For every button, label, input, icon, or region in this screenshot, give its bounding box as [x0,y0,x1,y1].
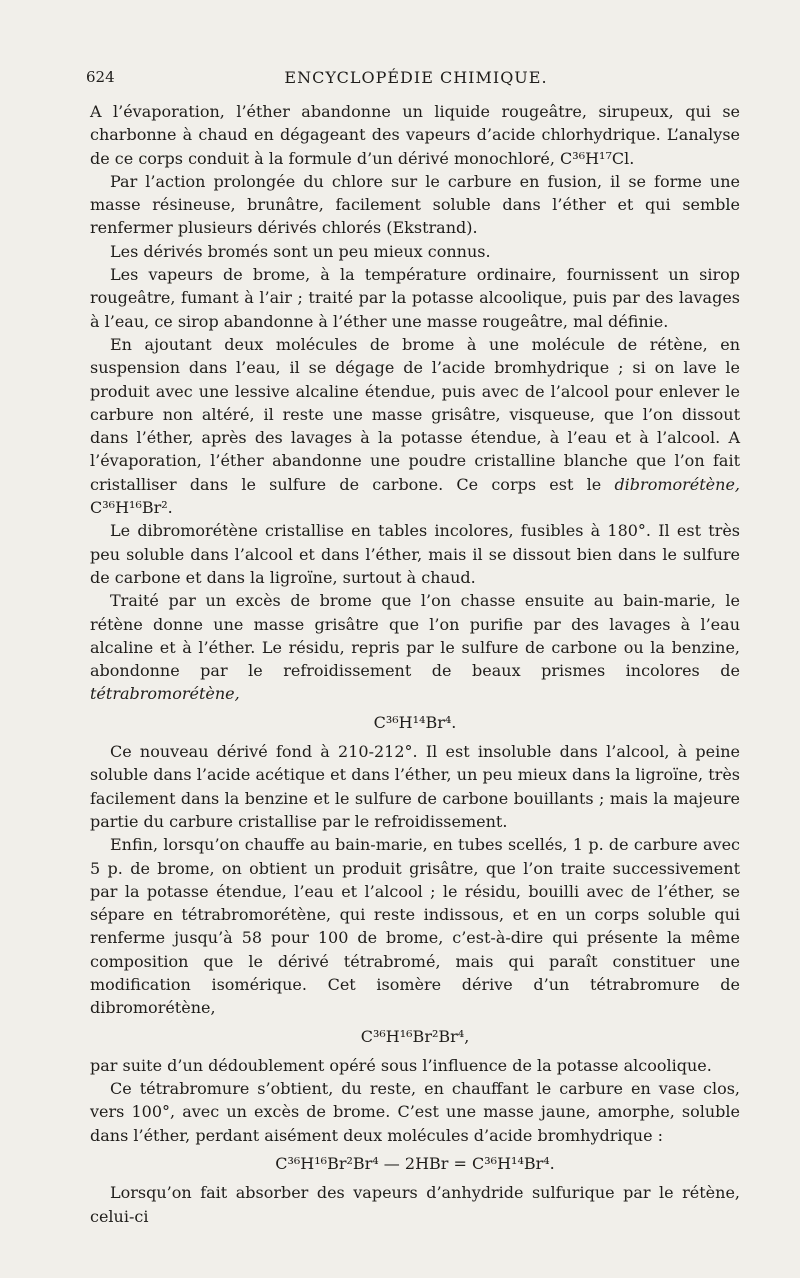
paragraph: Le dibromorétène cristallise en tables incolores, fusibles à 180°. Il est très peu soluble dans l’alcool et dans l’éther, mais il se dissout bien dans le sulfure de carbone et dans la ligroïne, surtout à chaud. [90,521,740,587]
chemical-formula: C³⁶H¹⁶Br²Br⁴, [360,1026,470,1046]
paragraph: par suite d’un dédoublement opéré sous l’influence de la potasse alcoolique. [90,1055,712,1075]
paragraph: Les dérivés bromés sont un peu mieux connus. [110,241,491,261]
paragraph: Enfin, lorsqu’on chauffe au bain-marie, en tubes scellés, 1 p. de carbure avec 5 p. de brome, on obtient un produit grisâtre, que l’on traite successivement par la potasse étendue, l’eau et l’alcool ; le résidu, bouilli avec de l’éther, se sépare en tétrabromorétène, qui reste indissous, et en un corps soluble qui renferme jusqu’à 58 pour 100 de brome, c’est-à-dire qui présente la même composition que le dérivé tétrabromé, mais qui paraît constituer une modification isomérique. Cet isomère dérive d’un tétrabromure de dibromorétène, [90,835,740,1018]
paragraph: Les vapeurs de brome, à la température ordinaire, fournissent un sirop rougeâtre, fumant à l’air ; traité par la potasse alcoolique, puis par des lavages à l’eau, ce sirop abandonne à l’éther une masse rougeâtre, mal définie. [90,265,740,331]
paragraph: Ce nouveau dérivé fond à 210-212°. Il est insoluble dans l’alcool, à peine soluble dans l’acide acétique et dans l’éther, un peu mieux dans la ligroïne, très facilement dans la benzine et le sulfure de carbone bouillants ; mais la majeure partie du carbure cristallise par le refroidissement. [90,742,740,831]
paragraph: Ce tétrabromure s’obtient, du reste, en chauffant le carbure en vase clos, vers 100°, avec un excès de brome. C’est une masse jaune, amorphe, soluble dans l’éther, perdant aisément deux molécules d’acide bromhydrique : [90,1079,740,1145]
paragraph [90,333,740,519]
paragraph: A l’évaporation, l’éther abandonne un liquide rougeâtre, sirupeux, qui se charbonne à chaud en dégageant des vapeurs d’acide chlorhydrique. L’analyse de ce corps conduit à la formule d’un dérivé monochloré, C³⁶H¹⁷Cl. [90,102,740,168]
paragraph [90,589,740,705]
paragraph-text: Traité par un excès de brome que l’on chasse ensuite au bain-marie, le rétène donne une masse grisâtre que l’on purifie par des lavages à l’eau alcaline et à l’éther. Le résidu, repris par le sulfure de carbone ou la benzine, abondonne par le refroidissement de beaux prismes incolores de [90,591,740,681]
compound-name: tétrabromorétène, [90,684,240,704]
paragraph: Par l’action prolongée du chlore sur le carbure en fusion, il se forme une masse résineuse, brunâtre, facilement soluble dans l’éther et qui semble renfermer plusieurs dérivés chlorés (Ekstrand). [90,171,740,238]
body-text [90,100,740,1228]
page-header [86,68,746,92]
page-number: 624 [86,68,115,86]
paragraph: Lorsqu’on fait absorber des vapeurs d’anhydride sulfurique par le rétène, celui-ci [90,1183,740,1226]
running-title: ENCYCLOPÉDIE CHIMIQUE. [284,68,548,87]
chemical-formula: C³⁶H¹⁴Br⁴. [373,712,457,732]
chemical-formula: C³⁶H¹⁶Br². [90,498,173,518]
paragraph-text: En ajoutant deux molécules de brome à une molécule de rétène, en suspension dans l’eau, il se dégage de l’acide bromhydrique ; si on lave le produit avec une lessive alcaline étendue, puis avec de l’alcool pour enlever le carbure non altéré, il reste une masse grisâtre, visqueuse, que l’on dissout dans l’éther, après des lavages à la potasse étendue, à l’eau et à l’alcool. A l’évaporation, l’éther abandonne une poudre cristalline blanche que l’on fait cristalliser dans le sulfure de carbone. Ce corps est le [90,334,740,494]
compound-name: dibromorétène, [614,474,740,494]
chemical-equation: C³⁶H¹⁶Br²Br⁴ — 2HBr = C³⁶H¹⁴Br⁴. [275,1154,555,1174]
